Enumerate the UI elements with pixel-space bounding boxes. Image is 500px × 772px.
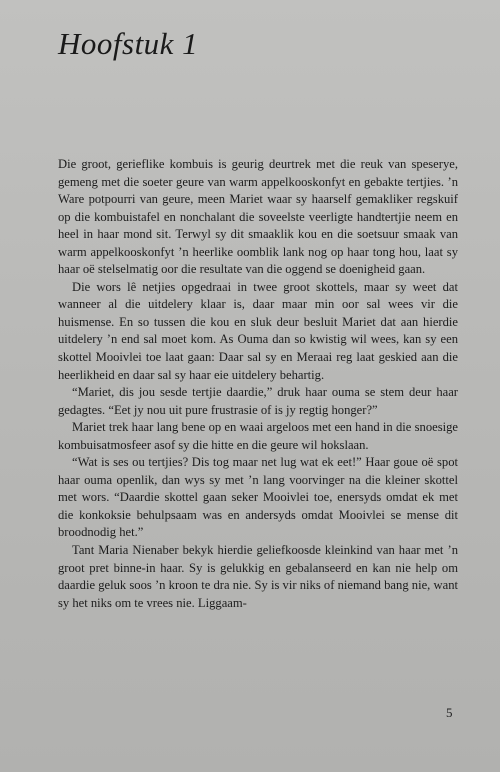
paragraph: “Mariet, dis jou sesde tertjie daardie,” druk haar ouma se stem deur haar gedagtes. “Eet jy nou uit pure frustrasie of is jy regtig honger?” (58, 385, 458, 417)
body-text (58, 156, 458, 612)
paragraph: “Wat is ses ou tertjies? Dis tog maar net lug wat ek eet!” Haar goue oë spot haar ouma openlik, dan wys sy met ’n lang voorvinger na die kleiner skottel met wors. “Daardie skottel gaan seker Mooivlei toe, enersyds omdat ek met die konkoksie behulpsaam was en andersyds omdat Mooivlei se mense dit broodnodig het.” (58, 455, 458, 540)
page-number: 5 (446, 705, 453, 720)
paragraph: Die groot, gerieflike kombuis is geurig deurtrek met die reuk van speserye, gemeng met die soeter geure van warm appelkooskonfyt en gebakte tertjies. ’n Ware potpourri van geure, meen Mariet waar sy haarself gemakliker regskuif op die kombuistafel en nonchalant die soveelste veerligte handtertjie neem en heel in haar mond sit. Terwyl sy dit smaaklik kou en die soetsuur smaak van warm appelkooskonfyt ’n heerlike oomblik lank nog op haar tong hou, laat sy haar oë stelselmatig oor die resultate van die oggend se doenigheid gaan. (58, 157, 458, 277)
chapter-title: Hoofstuk 1 (58, 26, 199, 61)
paragraph: Tant Maria Nienaber bekyk hierdie geliefkoosde kleinkind van haar met ’n groot pret binne-in haar. Sy is gelukkig en gebalanseerd en kan nie help om daardie geluk soos ’n kroon te dra nie. Sy is vir niks of niemand bang nie, want sy het niks om te vrees nie. Liggaam- (58, 543, 458, 610)
paragraph: Mariet trek haar lang bene op en waai argeloos met een hand in die snoesige kombuisatmosfeer asof sy die hitte en die geure wil hokslaan. (58, 420, 458, 452)
paragraph: Die wors lê netjies opgedraai in twee groot skottels, maar sy weet dat wanneer al die uitdelery klaar is, daar maar min oor sal wees vir die huismense. En so tussen die kou en sluk deur besluit Mariet dat aan hierdie uitdelery ’n end sal moet kom. As Ouma dan so kwistig wil wees, kan sy een skottel Mooivlei toe laat gaan: Daar sal sy en Meraai reg laat geskied aan die heerlikheid en daar sal sy haar eie uitdelery behartig. (58, 279, 458, 382)
